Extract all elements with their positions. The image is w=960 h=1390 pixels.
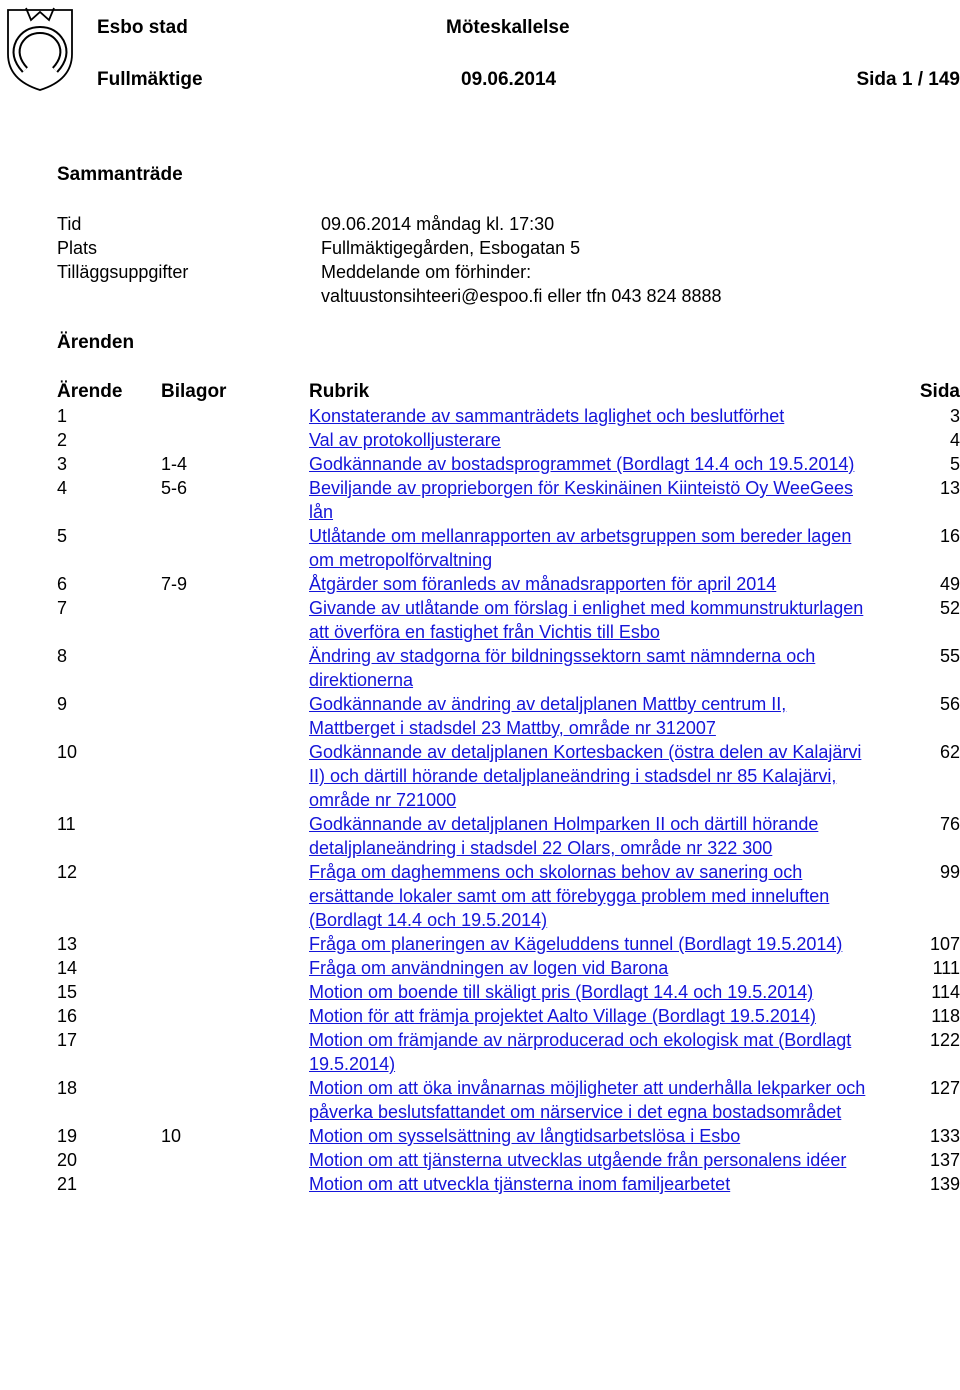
item-page: 16 xyxy=(939,526,960,546)
items-table xyxy=(57,404,960,1196)
table-row xyxy=(57,1124,960,1148)
meeting-heading: Sammanträde xyxy=(57,164,183,185)
meeting-label: Plats xyxy=(57,238,98,258)
meeting-label xyxy=(57,284,321,308)
table-row xyxy=(57,812,960,860)
item-page: 99 xyxy=(939,862,960,882)
header-body: Fullmäktige xyxy=(97,69,203,90)
item-title-link[interactable]: Godkännande av ändring av detaljplanen Mattby centrum II, Mattberget i stadsdel 23 Mattby, område nr 312007 xyxy=(309,694,787,738)
item-page: 107 xyxy=(929,934,960,954)
table-row xyxy=(57,740,960,812)
item-title-link[interactable]: Givande av utlåtande om förslag i enlighet med kommunstrukturlagen att överföra en fastighet från Vichtis till Esbo xyxy=(309,598,864,642)
item-page: 52 xyxy=(939,598,960,618)
item-title-link[interactable]: Utlåtande om mellanrapporten av arbetsgruppen som bereder lagen om metropolförvaltning xyxy=(309,526,852,570)
item-attachments: 7-9 xyxy=(161,574,188,594)
table-row xyxy=(57,524,960,572)
meeting-value: Fullmäktigegården, Esbogatan 5 xyxy=(321,238,581,258)
table-row xyxy=(57,980,960,1004)
item-number: 10 xyxy=(57,742,78,762)
item-page: 137 xyxy=(929,1150,960,1170)
header-page: Sida 1 / 149 xyxy=(856,69,960,90)
header-org: Esbo stad xyxy=(97,17,188,38)
item-number: 8 xyxy=(57,646,68,666)
meeting-label: Tid xyxy=(57,214,82,234)
meeting-row-place xyxy=(57,236,937,260)
item-title-link[interactable]: Godkännande av detaljplanen Holmparken II och därtill hörande detaljplaneändring i stadsdel 22 Olars, område nr 322 300 xyxy=(309,814,819,858)
table-row xyxy=(57,1148,960,1172)
header-date: 09.06.2014 xyxy=(461,69,557,90)
item-page: 4 xyxy=(949,430,960,450)
item-number: 4 xyxy=(57,478,68,498)
item-title-link[interactable]: Val av protokolljusterare xyxy=(309,430,501,450)
item-page: 3 xyxy=(949,406,960,426)
item-number: 20 xyxy=(57,1150,78,1170)
meeting-label: Tilläggsuppgifter xyxy=(57,262,189,282)
item-number: 6 xyxy=(57,574,68,594)
item-title-link[interactable]: Ändring av stadgorna för bildningssektorn samt nämnderna och direktionerna xyxy=(309,646,816,690)
table-row xyxy=(57,476,960,524)
item-title-link[interactable]: Motion om sysselsättning av långtidsarbetslösa i Esbo xyxy=(309,1126,741,1146)
column-header-bilagor: Bilagor xyxy=(161,381,227,402)
item-title-link[interactable]: Fråga om planeringen av Kägeluddens tunnel (Bordlagt 19.5.2014) xyxy=(309,934,843,954)
item-title-link[interactable]: Motion om boende till skäligt pris (Bordlagt 14.4 och 19.5.2014) xyxy=(309,982,814,1002)
item-title-link[interactable]: Beviljande av proprieborgen för Keskinäinen Kiinteistö Oy WeeGees lån xyxy=(309,478,853,522)
items-heading: Ärenden xyxy=(57,332,135,353)
item-page: 114 xyxy=(931,982,960,1002)
item-number: 12 xyxy=(57,862,78,882)
item-page: 5 xyxy=(949,454,960,474)
items-table-header xyxy=(57,380,960,404)
item-number: 2 xyxy=(57,430,68,450)
item-attachments: 1-4 xyxy=(161,454,188,474)
item-number: 5 xyxy=(57,526,68,546)
table-row xyxy=(57,596,960,644)
item-page: 122 xyxy=(929,1030,960,1050)
esbo-coat-of-arms-logo xyxy=(4,4,76,92)
meeting-row-time xyxy=(57,212,937,236)
item-attachments: 5-6 xyxy=(161,478,188,498)
table-row xyxy=(57,428,960,452)
item-title-link[interactable]: Godkännande av bostadsprogrammet (Bordlagt 14.4 och 19.5.2014) xyxy=(309,454,855,474)
item-title-link[interactable]: Motion om främjande av närproducerad och ekologisk mat (Bordlagt 19.5.2014) xyxy=(309,1030,852,1074)
table-row xyxy=(57,452,960,476)
item-title-link[interactable]: Fråga om daghemmens och skolornas behov av sanering och ersättande lokaler samt om att förebygga problem med inneluften (Bordlagt 14.4 och 19.5.2014) xyxy=(309,862,830,930)
column-header-num: Ärende xyxy=(57,381,123,402)
item-page: 76 xyxy=(939,814,960,834)
item-number: 11 xyxy=(57,814,76,834)
table-row xyxy=(57,644,960,692)
item-number: 21 xyxy=(57,1174,78,1194)
item-number: 3 xyxy=(57,454,68,474)
table-row xyxy=(57,1076,960,1124)
item-title-link[interactable]: Konstaterande av sammanträdets laglighet och beslutförhet xyxy=(309,406,785,426)
table-row xyxy=(57,932,960,956)
item-number: 14 xyxy=(57,958,78,978)
item-page: 127 xyxy=(929,1078,960,1098)
meeting-value: Meddelande om förhinder: xyxy=(321,262,532,282)
table-row xyxy=(57,1004,960,1028)
item-number: 19 xyxy=(57,1126,78,1146)
table-row xyxy=(57,1172,960,1196)
item-number: 7 xyxy=(57,598,68,618)
table-row xyxy=(57,956,960,980)
meeting-value: 09.06.2014 måndag kl. 17:30 xyxy=(321,214,555,234)
item-page: 111 xyxy=(932,958,960,978)
item-number: 16 xyxy=(57,1006,78,1026)
table-row xyxy=(57,860,960,932)
meeting-value: valtuustonsihteeri@espoo.fi eller tfn 043 824 8888 xyxy=(321,286,722,306)
item-page: 133 xyxy=(929,1126,960,1146)
item-title-link[interactable]: Åtgärder som föranleds av månadsrapporten för april 2014 xyxy=(309,574,777,594)
item-title-link[interactable]: Godkännande av detaljplanen Kortesbacken (östra delen av Kalajärvi II) och därtill hörande detaljplaneändring i stadsdel nr 85 Kalajärvi, område nr 721000 xyxy=(309,742,862,810)
meeting-row-extra xyxy=(57,260,937,284)
meeting-row-contact xyxy=(57,284,937,308)
item-number: 17 xyxy=(57,1030,78,1050)
item-title-link[interactable]: Motion om att öka invånarnas möjligheter att underhålla lekparker och påverka beslutsfattandet om närservice i det egna bostadsområdet xyxy=(309,1078,866,1122)
item-attachments: 10 xyxy=(161,1126,182,1146)
item-page: 13 xyxy=(939,478,960,498)
item-number: 13 xyxy=(57,934,78,954)
header-doc-type: Möteskallelse xyxy=(446,17,570,38)
item-title-link[interactable]: Motion om att tjänsterna utvecklas utgående från personalens idéer xyxy=(309,1150,847,1170)
table-row xyxy=(57,692,960,740)
item-title-link[interactable]: Motion för att främja projektet Aalto Village (Bordlagt 19.5.2014) xyxy=(309,1006,816,1026)
item-page: 55 xyxy=(939,646,960,666)
column-header-rubrik: Rubrik xyxy=(309,381,370,402)
item-number: 18 xyxy=(57,1078,78,1098)
item-page: 49 xyxy=(939,574,960,594)
table-row xyxy=(57,404,960,428)
table-row xyxy=(57,572,960,596)
item-title-link[interactable]: Fråga om användningen av logen vid Barona xyxy=(309,958,669,978)
column-header-sida: Sida xyxy=(919,381,960,402)
item-number: 1 xyxy=(57,406,68,426)
item-number: 15 xyxy=(57,982,78,1002)
table-row xyxy=(57,1028,960,1076)
item-page: 118 xyxy=(931,1006,960,1026)
item-page: 56 xyxy=(939,694,960,714)
item-title-link[interactable]: Motion om att utveckla tjänsterna inom familjearbetet xyxy=(309,1174,731,1194)
item-page: 139 xyxy=(929,1174,960,1194)
item-number: 9 xyxy=(57,694,68,714)
item-page: 62 xyxy=(939,742,960,762)
meeting-info xyxy=(57,212,937,308)
